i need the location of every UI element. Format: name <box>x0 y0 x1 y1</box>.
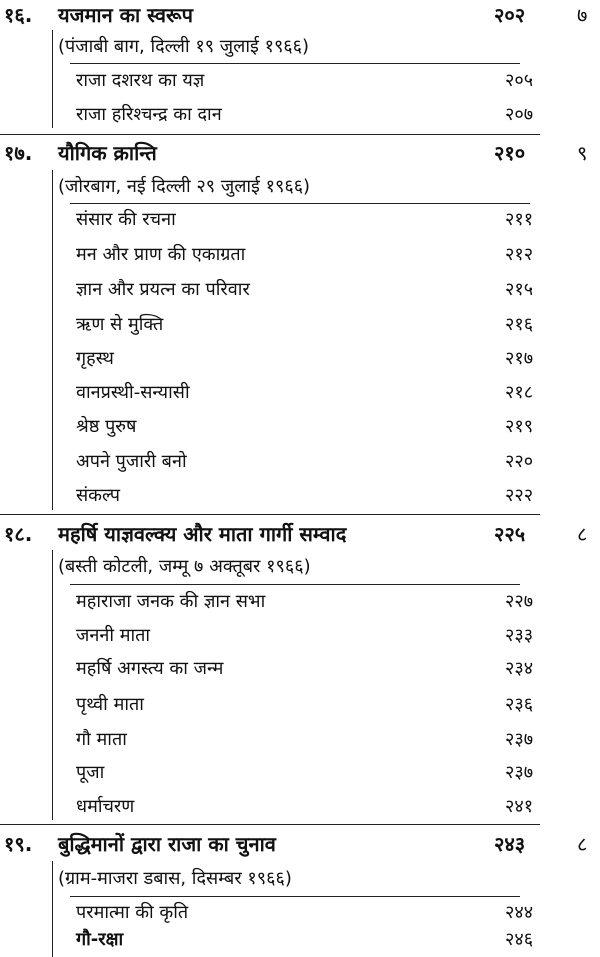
section-page-number: २२० <box>505 451 534 472</box>
section-title: अपने पुजारी बनो <box>76 451 187 472</box>
section-row <box>0 445 600 479</box>
section-title: मन और प्राण की एकाग्रता <box>76 244 246 265</box>
section-page-number: २४१ <box>505 796 534 817</box>
section-row <box>0 308 600 342</box>
section-title: जननी माता <box>76 625 151 646</box>
chapter-19-top-rule <box>0 824 540 825</box>
section-title: राजा दशरथ का यज्ञ <box>76 70 205 91</box>
section-page-number: २३४ <box>505 658 534 679</box>
section-title: गौ-रक्षा <box>76 929 124 950</box>
section-title: वानप्रस्थी-सन्यासी <box>76 382 190 403</box>
chapter-page-number: २१० <box>494 141 526 165</box>
section-title: धर्माचरण <box>76 796 135 817</box>
chapter-title: यौगिक क्रान्ति <box>58 141 157 165</box>
section-title: पृथ्वी माता <box>76 694 144 715</box>
section-title: महर्षि अगस्त्य का जन्म <box>76 658 224 679</box>
chapter-17-top-rule <box>0 134 540 135</box>
section-row <box>0 238 600 272</box>
section-title: संसार की रचना <box>76 209 176 230</box>
chapter-number: १७. <box>4 141 33 165</box>
section-page-number: २३७ <box>505 762 534 783</box>
chapter-title: यजमान का स्वरूप <box>58 3 193 27</box>
chapter-row-18 <box>0 517 600 551</box>
section-row <box>0 585 600 619</box>
section-page-number: २२७ <box>505 591 534 612</box>
chapter-place-date: (जोरबाग, नई दिल्ली २९ जुलाई १९६६) <box>58 176 311 197</box>
section-title: महाराजा जनक की ज्ञान सभा <box>76 591 266 612</box>
section-row <box>0 688 600 722</box>
chapter-section-count: ९ <box>577 141 588 165</box>
section-page-number: २०७ <box>505 104 534 125</box>
chapter-number: १६. <box>4 3 33 27</box>
section-row <box>0 273 600 307</box>
section-row <box>0 98 600 132</box>
chapter-page-number: २४३ <box>494 832 526 856</box>
chapter-place-date: (पंजाबी बाग, दिल्ली १९ जुलाई १९६६) <box>58 36 310 57</box>
section-title: संकल्प <box>76 485 120 506</box>
chapter-title: बुद्धिमानों द्वारा राजा का चुनाव <box>58 832 276 856</box>
chapter-row-19 <box>0 827 600 861</box>
section-row <box>0 756 600 790</box>
chapter-number: १८. <box>4 522 33 546</box>
chapter-number: १९. <box>4 832 33 856</box>
section-title: श्रेष्ठ पुरुष <box>76 416 137 437</box>
section-page-number: २३६ <box>505 694 534 715</box>
section-row <box>0 376 600 410</box>
chapter-title: महर्षि याज्ञवल्क्य और माता गार्गी सम्वाद <box>58 522 347 546</box>
chapter-place-date: (ग्राम-माजरा डबास, दिसम्बर १९६६) <box>58 868 292 889</box>
section-title: पूजा <box>76 762 105 783</box>
section-page-number: २३३ <box>505 625 534 646</box>
section-page-number: २४४ <box>505 902 534 923</box>
section-row <box>0 652 600 686</box>
section-page-number: २११ <box>505 209 534 230</box>
section-title: राजा हरिश्चन्द्र का दान <box>76 104 222 125</box>
section-title: परमात्मा की कृति <box>76 902 189 923</box>
section-title: गृहस्थ <box>76 348 114 369</box>
section-page-number: २२२ <box>505 485 534 506</box>
section-row <box>0 619 600 653</box>
section-title: गौ माता <box>76 729 127 750</box>
chapter-place-date: (बस्ती कोटली, जम्मू ७ अक्तूबर १९६६) <box>58 556 311 577</box>
section-row <box>0 923 600 957</box>
section-row <box>0 64 600 98</box>
section-row <box>0 342 600 376</box>
section-page-number: २३७ <box>505 729 534 750</box>
section-page-number: २१२ <box>505 244 534 265</box>
chapter-row-17 <box>0 136 600 170</box>
section-page-number: २१६ <box>505 314 534 335</box>
section-row <box>0 479 600 513</box>
section-page-number: २०५ <box>505 70 534 91</box>
section-page-number: २४६ <box>505 929 534 950</box>
chapter-section-count: ८ <box>577 522 588 546</box>
chapter-18-top-rule <box>0 514 540 515</box>
section-page-number: २१८ <box>505 382 534 403</box>
section-page-number: २१५ <box>505 279 534 300</box>
chapter-section-count: ७ <box>577 3 588 27</box>
chapter-page-number: २०२ <box>494 3 526 27</box>
section-title: ऋण से मुक्ति <box>76 314 164 335</box>
section-row <box>0 790 600 824</box>
section-title: ज्ञान और प्रयत्न का परिवार <box>76 279 250 300</box>
chapter-row-16 <box>0 0 600 32</box>
section-page-number: २१९ <box>505 416 534 437</box>
section-page-number: २१७ <box>505 348 534 369</box>
section-row <box>0 410 600 444</box>
section-row <box>0 723 600 757</box>
chapter-section-count: ८ <box>577 832 588 856</box>
section-row <box>0 203 600 237</box>
chapter-page-number: २२५ <box>494 522 526 546</box>
